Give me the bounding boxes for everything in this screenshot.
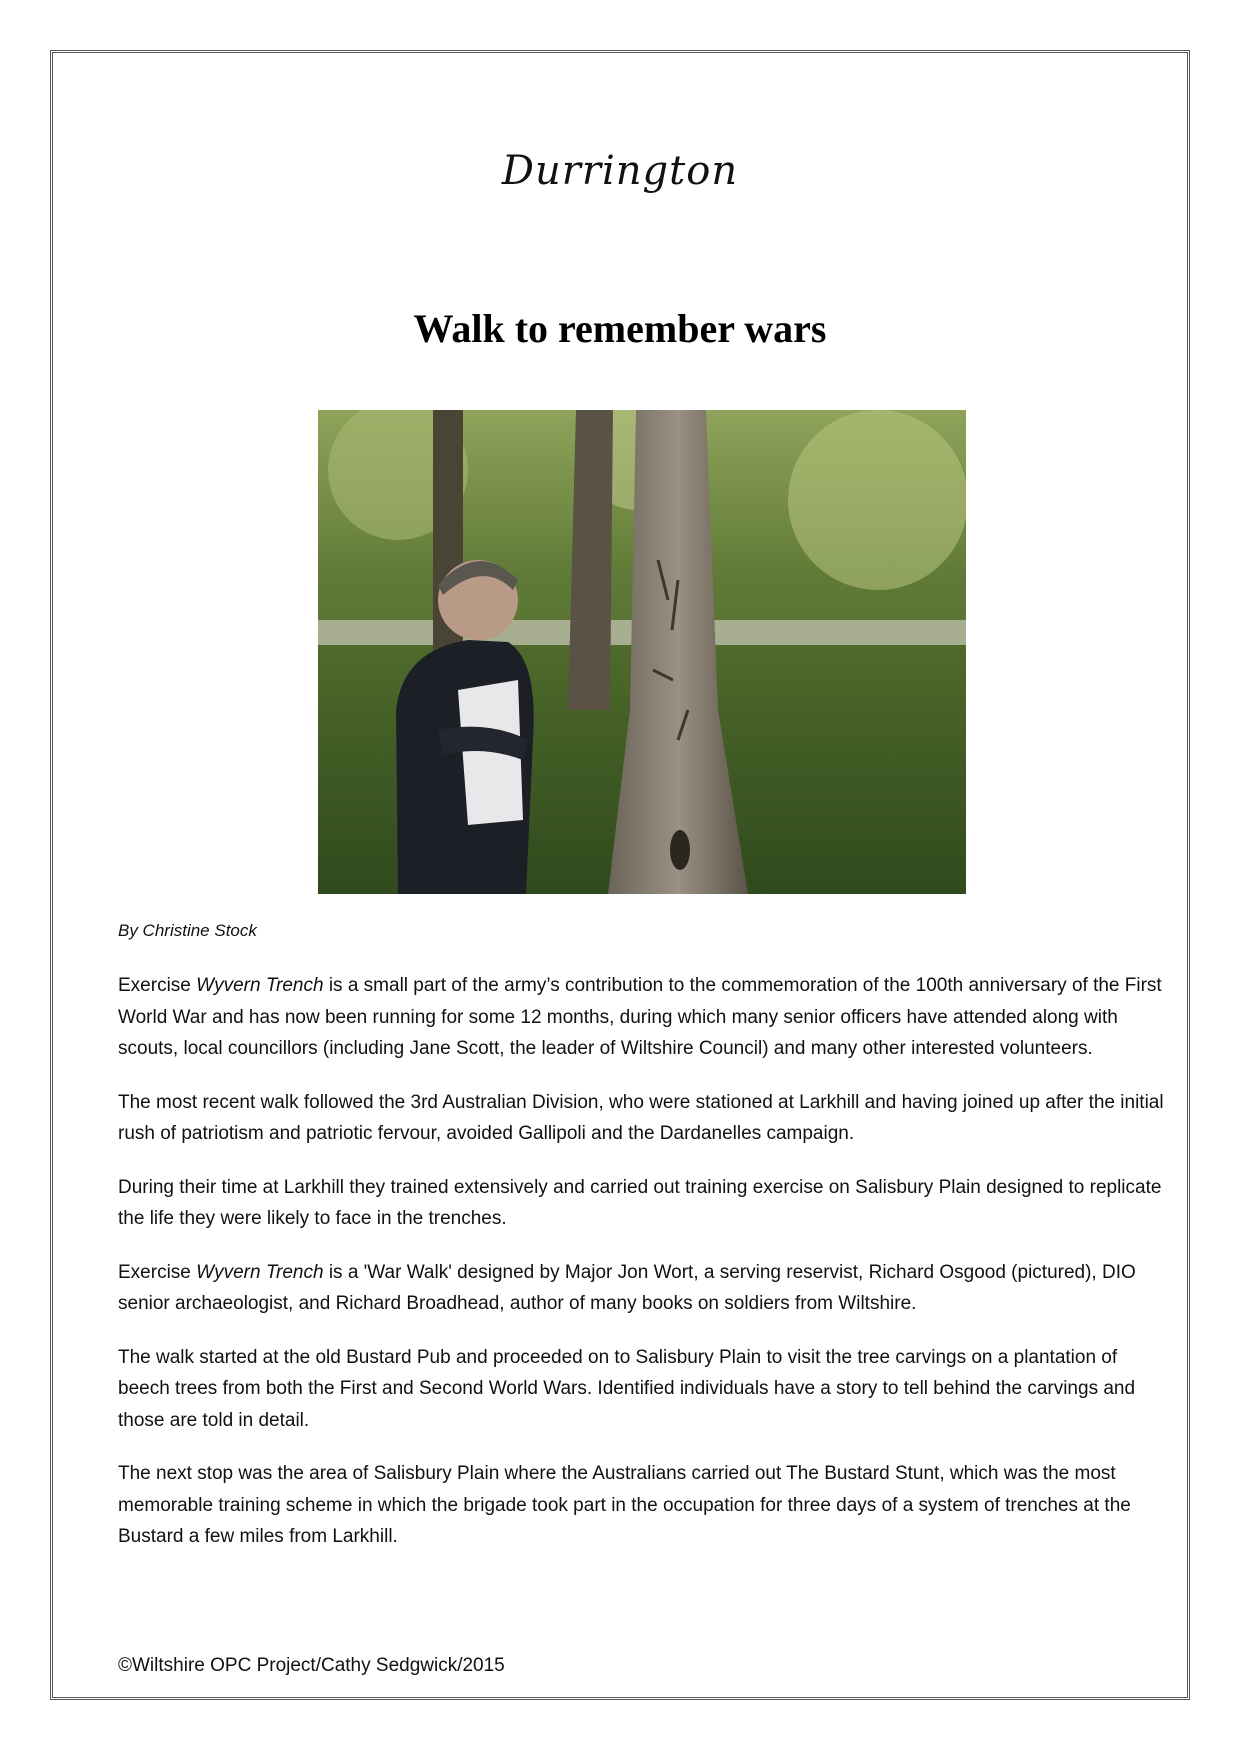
paragraph: During their time at Larkhill they trained extensively and carried out training exercise on Salisbury Plain designed to replicate the life they were likely to face in the trenches. <box>118 1176 1162 1229</box>
man-beside-carved-beech-tree-photo <box>318 410 966 894</box>
paragraph: The most recent walk followed the 3rd Australian Division, who were stationed at Larkhill and having joined up after the initial rush of patriotism and patriotic fervour, avoided Gallipoli and the Dardanelles campaign. <box>118 1091 1164 1144</box>
paragraph: The walk started at the old Bustard Pub and proceeded on to Salisbury Plain to visit the tree carvings on a plantation of beech trees from both the First and Second World Wars. Identified individuals have a story to tell behind the carvings and those are told in detail. <box>118 1346 1136 1431</box>
paragraph: Exercise Wyvern Trench is a 'War Walk' designed by Major Jon Wort, a serving reservist, Richard Osgood (pictured), DIO senior archaeologist, and Richard Broadhead, author of many books on soldiers from Wiltshire. <box>118 1261 1136 1314</box>
paragraph: Exercise Wyvern Trench is a small part of the army’s contribution to the commemoration of the 100th anniversary of the First World War and has now been running for some 12 months, during which many senior officers have attended along with scouts, local councillors (including Jane Scott, the leader of Wiltshire Council) and many other interested volunteers. <box>118 975 1162 1059</box>
copyright-footer: ©Wiltshire OPC Project/Cathy Sedgwick/2015 <box>118 1655 505 1676</box>
paragraph: The next stop was the area of Salisbury Plain where the Australians carried out The Bustard Stunt, which was the most memorable training scheme in which the brigade took part in the occupation for three days of a system of trenches at the Bustard a few miles from Larkhill. <box>118 1463 1131 1547</box>
article-headline: Walk to remember wars <box>413 306 827 351</box>
exercise-name: Wyvern Trench <box>196 975 324 996</box>
article-body <box>118 970 1168 1575</box>
byline: By Christine Stock <box>118 921 257 940</box>
place-heading: Durrington <box>501 148 739 194</box>
exercise-name: Wyvern Trench <box>196 1261 324 1283</box>
article-photo <box>318 410 966 894</box>
